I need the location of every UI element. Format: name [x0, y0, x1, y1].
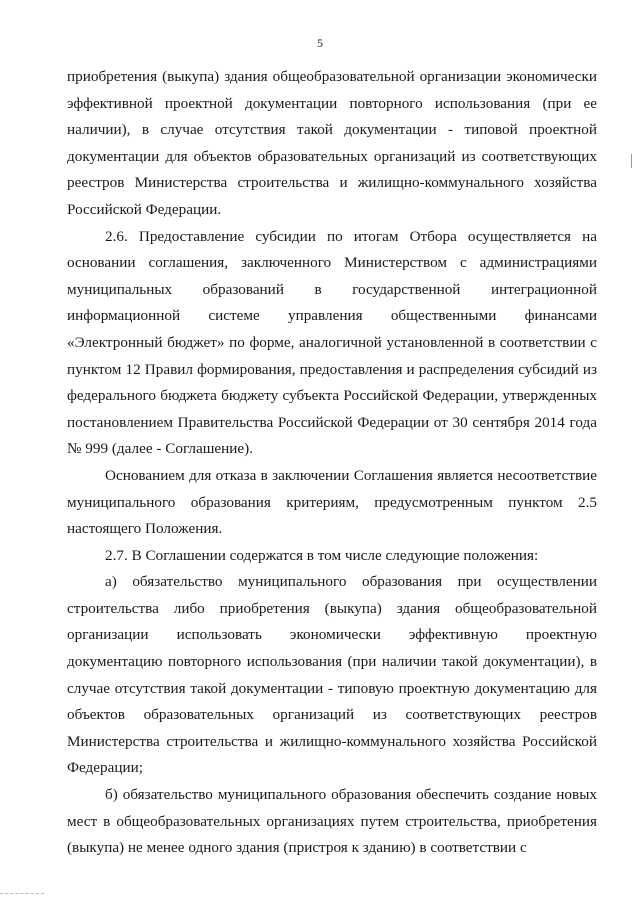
- scan-edge-mark: [0, 893, 44, 896]
- paragraph-item-a: а) обязательство муниципального образования при осуществлении строительства либо приобретения (выкупа) здания общеобразовательной организации использовать экономически эффективную проектную документацию повторного использования (при наличии такой документации), в случае отсутствия такой документации - типовую проектную документацию для объектов образовательных организаций из соответствующих реестров Министерства строительства и жилищно-коммунального хозяйства Российской Федерации;: [67, 573, 597, 777]
- scan-margin-mark: [631, 154, 632, 168]
- page-number: 5: [317, 36, 323, 50]
- paragraph-2-7: 2.7. В Соглашении содержатся в том числе следующие положения:: [105, 546, 539, 564]
- paragraph-2-6: 2.6. Предоставление субсидии по итогам Отбора осуществляется на основании соглашения, заключенного Министерством с администрациями муниципальных образований в государственной интеграционной информационной системе управления общественными финансами «Электронный бюджет» по форме, аналогичной установленной в соответствии с пунктом 12 Правил формирования, предоставления и распределения субсидий из федерального бюджета бюджету субъекта Российской Федерации, утвержденных постановлением Правительства Российской Федерации от 30 сентября 2014 года № 999 (далее - Соглашение).: [67, 227, 597, 458]
- document-body: [67, 64, 597, 862]
- paragraph-refusal-grounds: Основанием для отказа в заключении Соглашения является несоответствие муниципального образования критериям, предусмотренным пунктом 2.5 настоящего Положения.: [67, 466, 597, 538]
- paragraph-continuation: приобретения (выкупа) здания общеобразовательной организации экономически эффективной проектной документации повторного использования (при ее наличии), в случае отсутствия такой документации - типовой проектной документации для объектов образовательных организаций из соответствующих реестров Министерства строительства и жилищно-коммунального хозяйства Российской Федерации.: [67, 68, 597, 218]
- paragraph-item-b: б) обязательство муниципального образования обеспечить создание новых мест в общеобразовательных организациях путем строительства, приобретения (выкупа) не менее одного здания (пристроя к зданию) в соответствии с: [67, 786, 597, 857]
